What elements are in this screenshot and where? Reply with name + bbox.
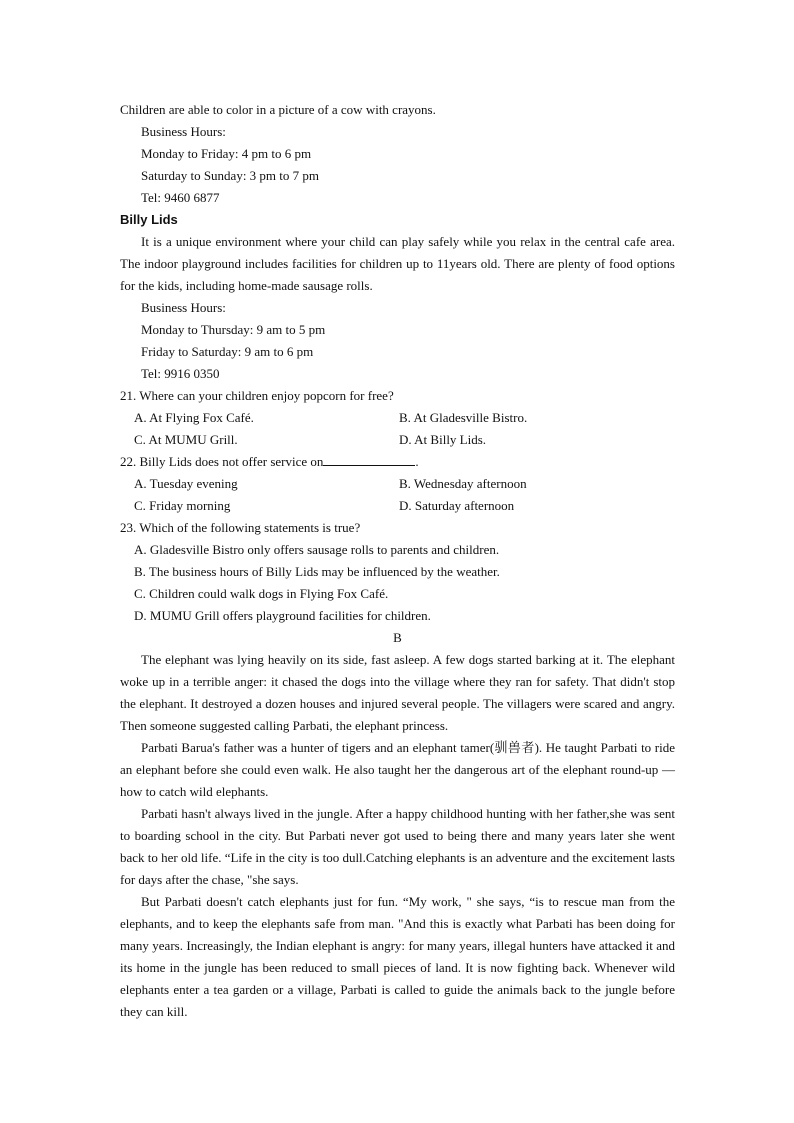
option-b[interactable]: B. At Gladesville Bistro. [399, 410, 528, 425]
mumu-hours-weekend: Saturday to Sunday: 3 pm to 7 pm [141, 168, 320, 183]
question-22 [120, 451, 675, 517]
passage-paragraph: The elephant was lying heavily on its side, fast asleep. A few dogs started barking at it. The elephant woke up in a terrible anger: it chased the dogs into the village where they ran for safety. That didn't stop the elephant. It destroyed a dozen houses and injured several people. The villagers were scared and angry. Then someone suggested calling Parbati, the elephant princess. [120, 652, 675, 733]
mumu-tel: Tel: 9460 6877 [141, 190, 220, 205]
option-c[interactable]: C. Friday morning [134, 498, 231, 513]
passage-paragraph: Parbati hasn't always lived in the jungle. After a happy childhood hunting with her father,she was sent to boarding school in the city. But Parbati never got used to being there and many years later she went back to her old life. “Life in the city is too dull.Catching elephants is an adventure and the excitement lasts for days after the chase, "she says. [120, 806, 675, 887]
option-d[interactable]: D. At Billy Lids. [399, 432, 487, 447]
mumu-info [120, 121, 675, 209]
intro-line: Children are able to color in a picture of a cow with crayons. [120, 102, 436, 117]
option-c[interactable]: C. Children could walk dogs in Flying Fox Café. [134, 586, 389, 601]
question-stem: 23. Which of the following statements is true? [120, 520, 361, 535]
option-a[interactable]: A. Tuesday evening [134, 476, 238, 491]
option-a[interactable]: A. At Flying Fox Café. [134, 410, 254, 425]
mumu-hours-weekday: Monday to Friday: 4 pm to 6 pm [141, 146, 312, 161]
billy-lids-title: Billy Lids [120, 212, 178, 227]
page-content [120, 99, 675, 1023]
question-stem: 21. Where can your children enjoy popcorn for free? [120, 388, 394, 403]
question-stem-end: . [415, 454, 419, 469]
option-b[interactable]: B. The business hours of Billy Lids may be influenced by the weather. [134, 564, 500, 579]
billy-hours-label: Business Hours: [141, 300, 226, 315]
option-c[interactable]: C. At MUMU Grill. [134, 432, 238, 447]
question-stem-line [120, 451, 675, 473]
passage-paragraph: But Parbati doesn't catch elephants just for fun. “My work, " she says, “is to rescue man from the elephants, and to keep the elephants safe from man. "And this is exactly what Parbati has been doing for many years. Increasingly, the Indian elephant is angry: for many years, illegal hunters have attacked it and its home in the jungle has been reduced to small pieces of land. It is now fighting back. Whenever wild elephants enter a tea garden or a village, Parbati is called to guide the animals back to the jungle before they can kill. [120, 894, 675, 1019]
question-21 [120, 385, 675, 451]
billy-hours-weekday: Monday to Thursday: 9 am to 5 pm [141, 322, 326, 337]
passage-paragraph: Parbati Barua's father was a hunter of tigers and an elephant tamer(驯兽者). He taught Parbati to ride an elephant before she could even walk. He also taught her the dangerous art of the elephant round-up — how to catch wild elephants. [120, 740, 675, 799]
question-23 [120, 517, 675, 627]
billy-tel: Tel: 9916 0350 [141, 366, 220, 381]
option-a[interactable]: A. Gladesville Bistro only offers sausage rolls to parents and children. [134, 542, 500, 557]
mumu-hours-label: Business Hours: [141, 124, 226, 139]
billy-hours-weekend: Friday to Saturday: 9 am to 6 pm [141, 344, 314, 359]
option-b[interactable]: B. Wednesday afternoon [399, 476, 527, 491]
option-d[interactable]: D. MUMU Grill offers playground facilities for children. [134, 608, 431, 623]
option-d[interactable]: D. Saturday afternoon [399, 498, 515, 513]
section-b-label: B [393, 630, 402, 645]
billy-lids-description: It is a unique environment where your child can play safely while you relax in the central cafe area. The indoor playground includes facilities for children up to 11years old. There are plenty of food options for the kids, including home-made sausage rolls. [120, 234, 675, 293]
answer-blank [323, 451, 415, 466]
question-stem: 22. Billy Lids does not offer service on [120, 454, 324, 469]
